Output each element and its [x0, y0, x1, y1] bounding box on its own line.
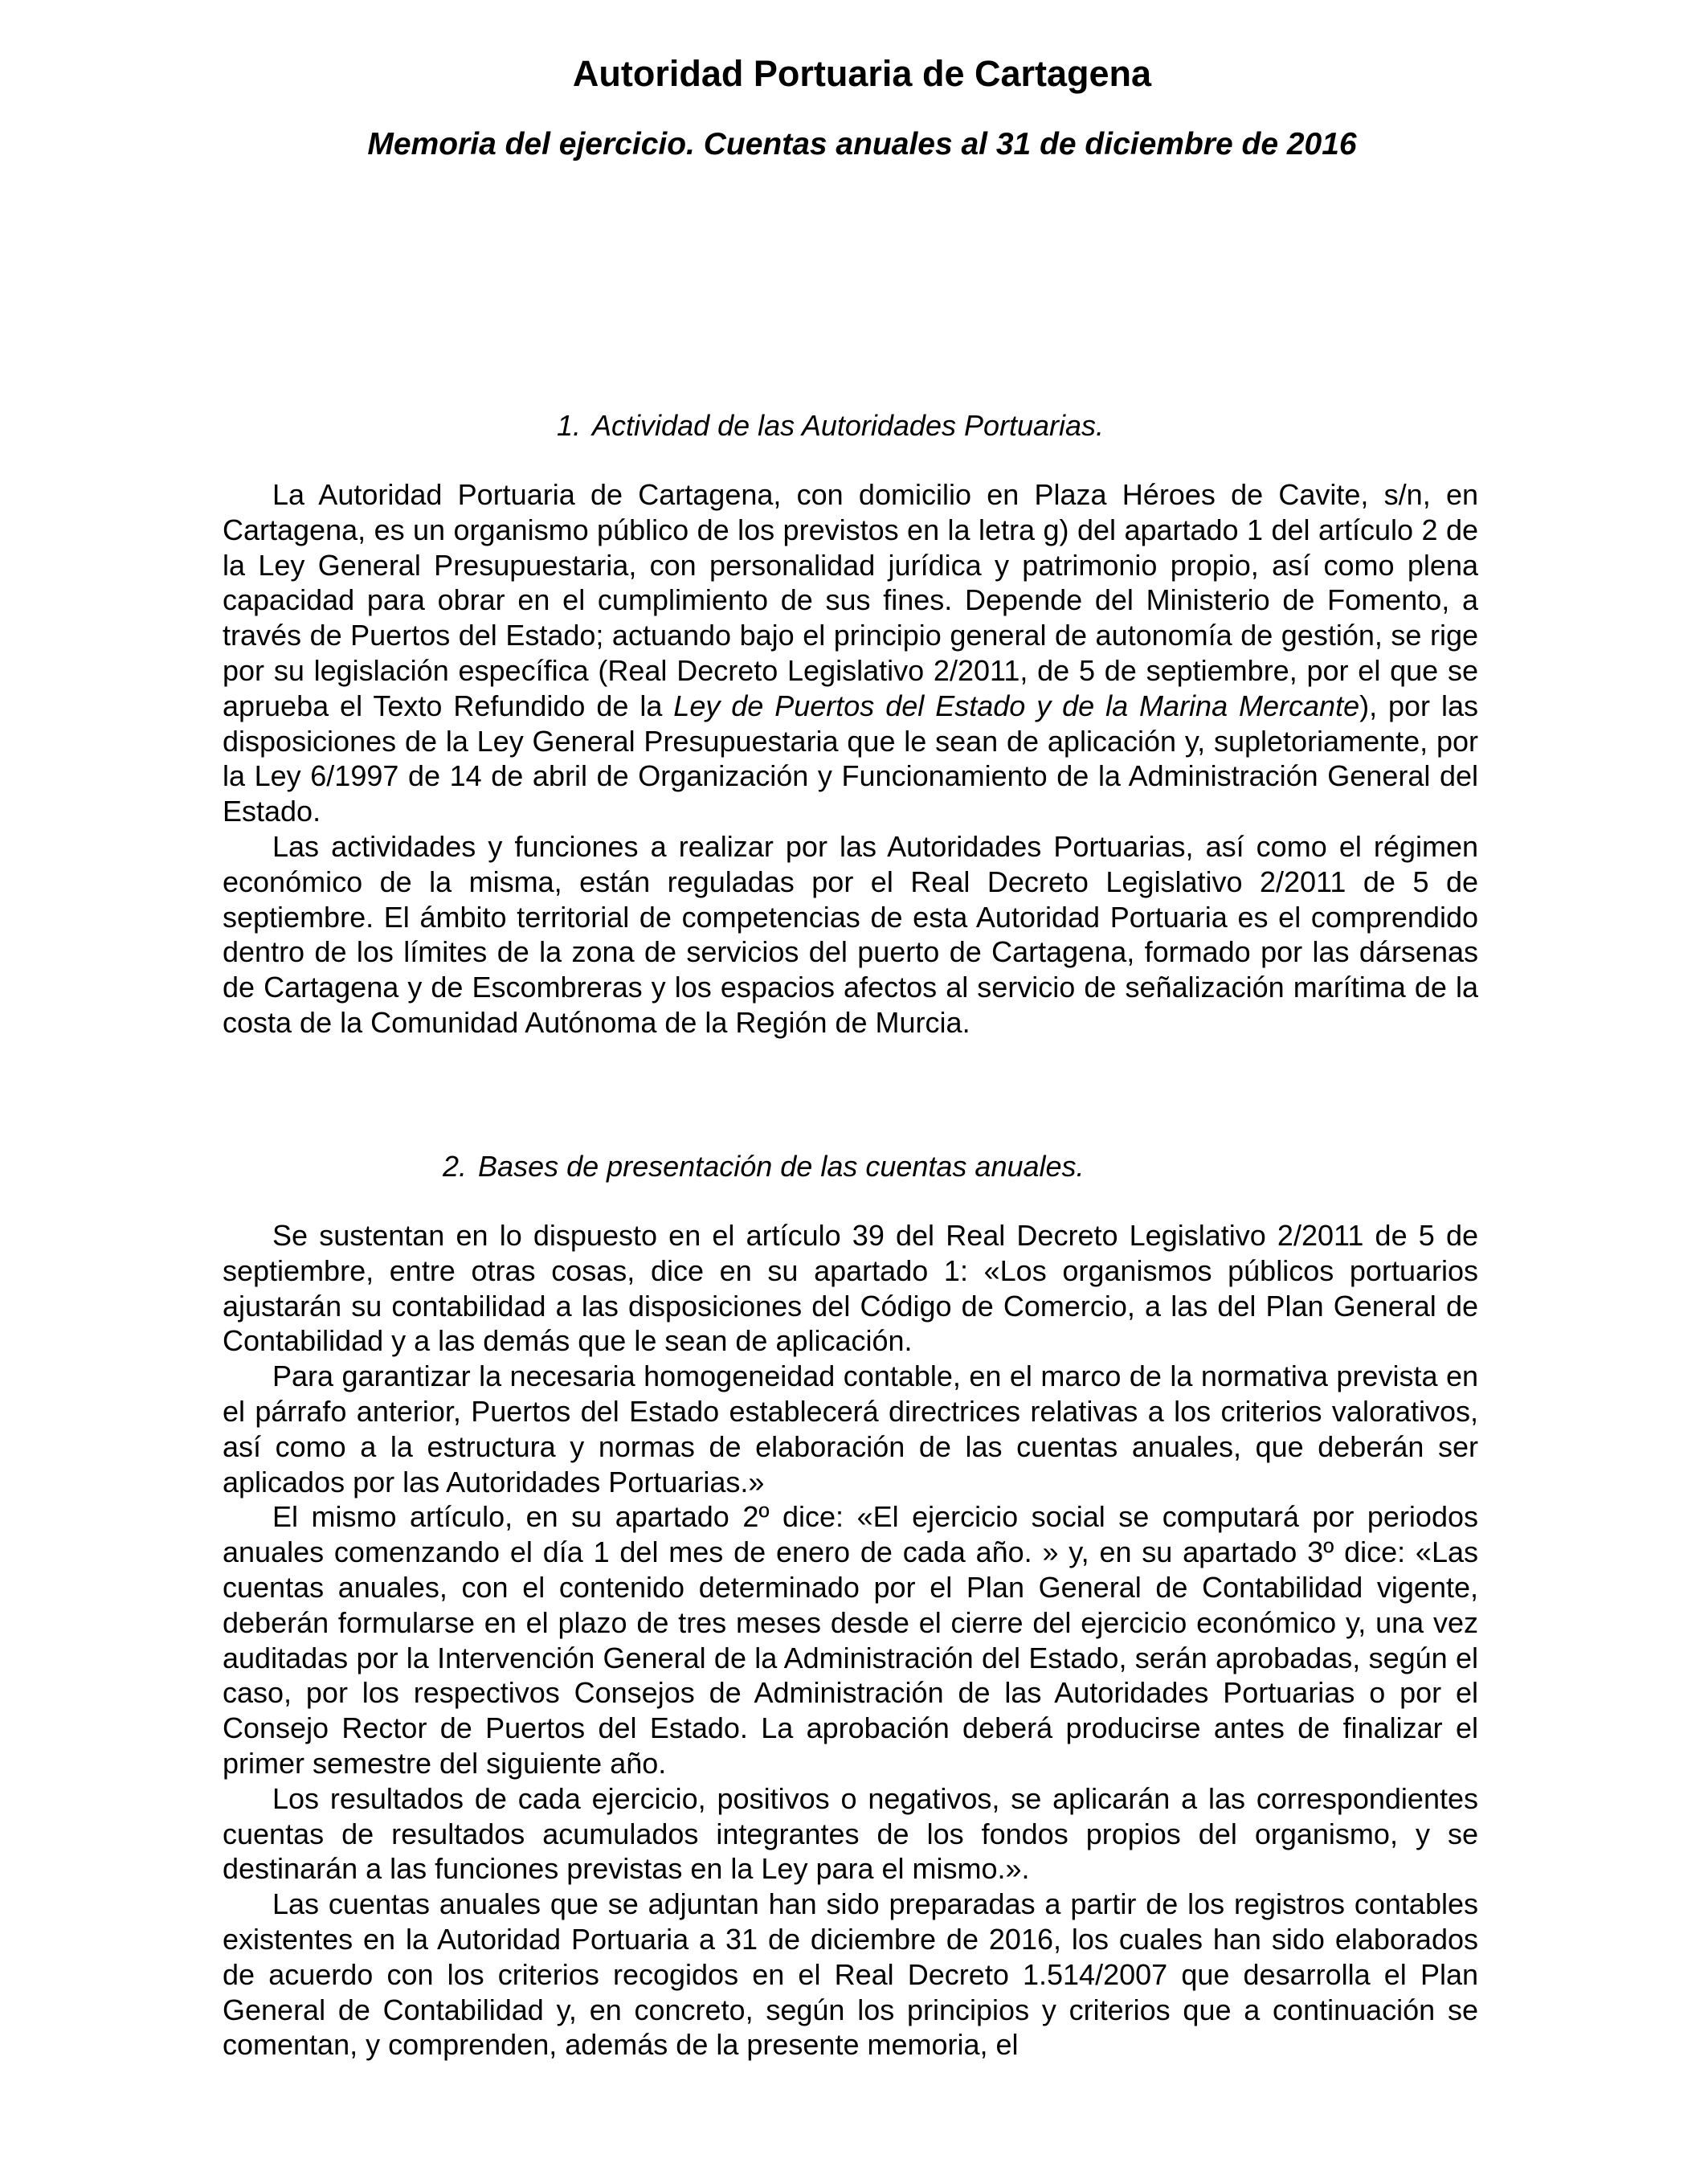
section-2-body: [223, 1218, 1478, 2063]
section-2-paragraph-3: El mismo artículo, en su apartado 2º dice: «El ejercicio social se computará por periodos anuales comenzando el día 1 del mes de enero de cada año. » y, en su apartado 3º dice: «Las cuentas anuales, con el contenido determinado por el Plan General de Contabilidad vigente, deberán formularse en el plazo de tres meses desde el cierre del ejercicio económico y, una vez auditadas por la Intervención General de la Administración del Estado, serán aprobadas, según el caso, por los respectivos Consejos de Administración de las Autoridades Portuarias o por el Consejo Rector de Puertos del Estado. La aprobación deberá producirse antes de finalizar el primer semestre del siguiente año.: [223, 1500, 1478, 1780]
section-1-paragraph-1: [223, 477, 1478, 829]
section-2-paragraph-1: Se sustentan en lo dispuesto en el artículo 39 del Real Decreto Legislativo 2/2011 de 5 de septiembre, entre otras cosas, dice en su apartado 1: «Los organismos públicos portuarios ajustarán su contabilidad a las disposiciones del Código de Comercio, a las del Plan General de Contabilidad y a las demás que le sean de aplicación.: [223, 1219, 1478, 1358]
law-title-italic: Ley de Puertos del Estado y de la Marina Mercante: [673, 689, 1360, 722]
section-1-heading: [557, 408, 1104, 444]
section-1-number: 1.: [557, 409, 582, 442]
document-title: Autoridad Portuaria de Cartagena: [572, 53, 1152, 94]
section-1-body: [223, 477, 1478, 1041]
section-1-title: Actividad de las Autoridades Portuarias.: [592, 409, 1105, 442]
section-2-number: 2.: [443, 1150, 468, 1183]
section-2-paragraph-2: Para garantizar la necesaria homogeneidad contable, en el marco de la normativa prevista en el párrafo anterior, Puertos del Estado establecerá directrices relativas a los criterios valorativos, así como a la estructura y normas de elaboración de las cuentas anuales, que deberán ser aplicados por las Autoridades Portuarias.»: [223, 1359, 1478, 1498]
section-2-paragraph-5: Las cuentas anuales que se adjuntan han sido preparadas a partir de los registros contables existentes en la Autoridad Portuaria a 31 de diciembre de 2016, los cuales han sido elaborados de acuerdo con los criterios recogidos en el Real Decreto 1.514/2007 que desarrolla el Plan General de Contabilidad y, en concreto, según los principios y criterios que a continuación se comentan, y comprenden, además de la presente memoria, el: [223, 1887, 1478, 2062]
section-1-paragraph-1-text-b: ), por las disposiciones de la Ley General Presupuestaria que le sean de aplicación y, supletoriamente, por la Ley 6/1997 de 14 de abril de Organización y Funcionamiento de la Administración General del Estado.: [223, 689, 1478, 828]
section-2-heading: [443, 1149, 1085, 1184]
section-2-paragraph-4: Los resultados de cada ejercicio, positivos o negativos, se aplicarán a las correspondientes cuentas de resultados acumulados integrantes de los fondos propios del organismo, y se destinarán a las funciones previstas en la Ley para el mismo.».: [223, 1781, 1478, 1886]
document-subtitle: Memoria del ejercicio. Cuentas anuales al 31 de diciembre de 2016: [367, 127, 1357, 161]
section-1-paragraph-2: Las actividades y funciones a realizar por las Autoridades Portuarias, así como el régimen económico de la misma, están reguladas por el Real Decreto Legislativo 2/2011 de 5 de septiembre. El ámbito territorial de competencias de esta Autoridad Portuaria es el comprendido dentro de los límites de la zona de servicios del puerto de Cartagena, formado por las dársenas de Cartagena y de Escombreras y los espacios afectos al servicio de señalización marítima de la costa de la Comunidad Autónoma de la Región de Murcia.: [223, 829, 1478, 1039]
section-1-paragraph-1-text-a: La Autoridad Portuaria de Cartagena, con domicilio en Plaza Héroes de Cavite, s/n, en Cartagena, es un organismo público de los previstos en la letra g) del apartado 1 del artículo 2 de la Ley General Presupuestaria, con personalidad jurídica y patrimonio propio, así como plena capacidad para obrar en el cumplimiento de sus fines. Depende del Ministerio de Fomento, a través de Puertos del Estado; actuando bajo el principio general de autonomía de gestión, se rige por su legislación específica (Real Decreto Legislativo 2/2011, de 5 de septiembre, por el que se aprueba el Texto Refundido de la: [223, 478, 1478, 722]
section-2-title: Bases de presentación de las cuentas anuales.: [478, 1150, 1085, 1183]
